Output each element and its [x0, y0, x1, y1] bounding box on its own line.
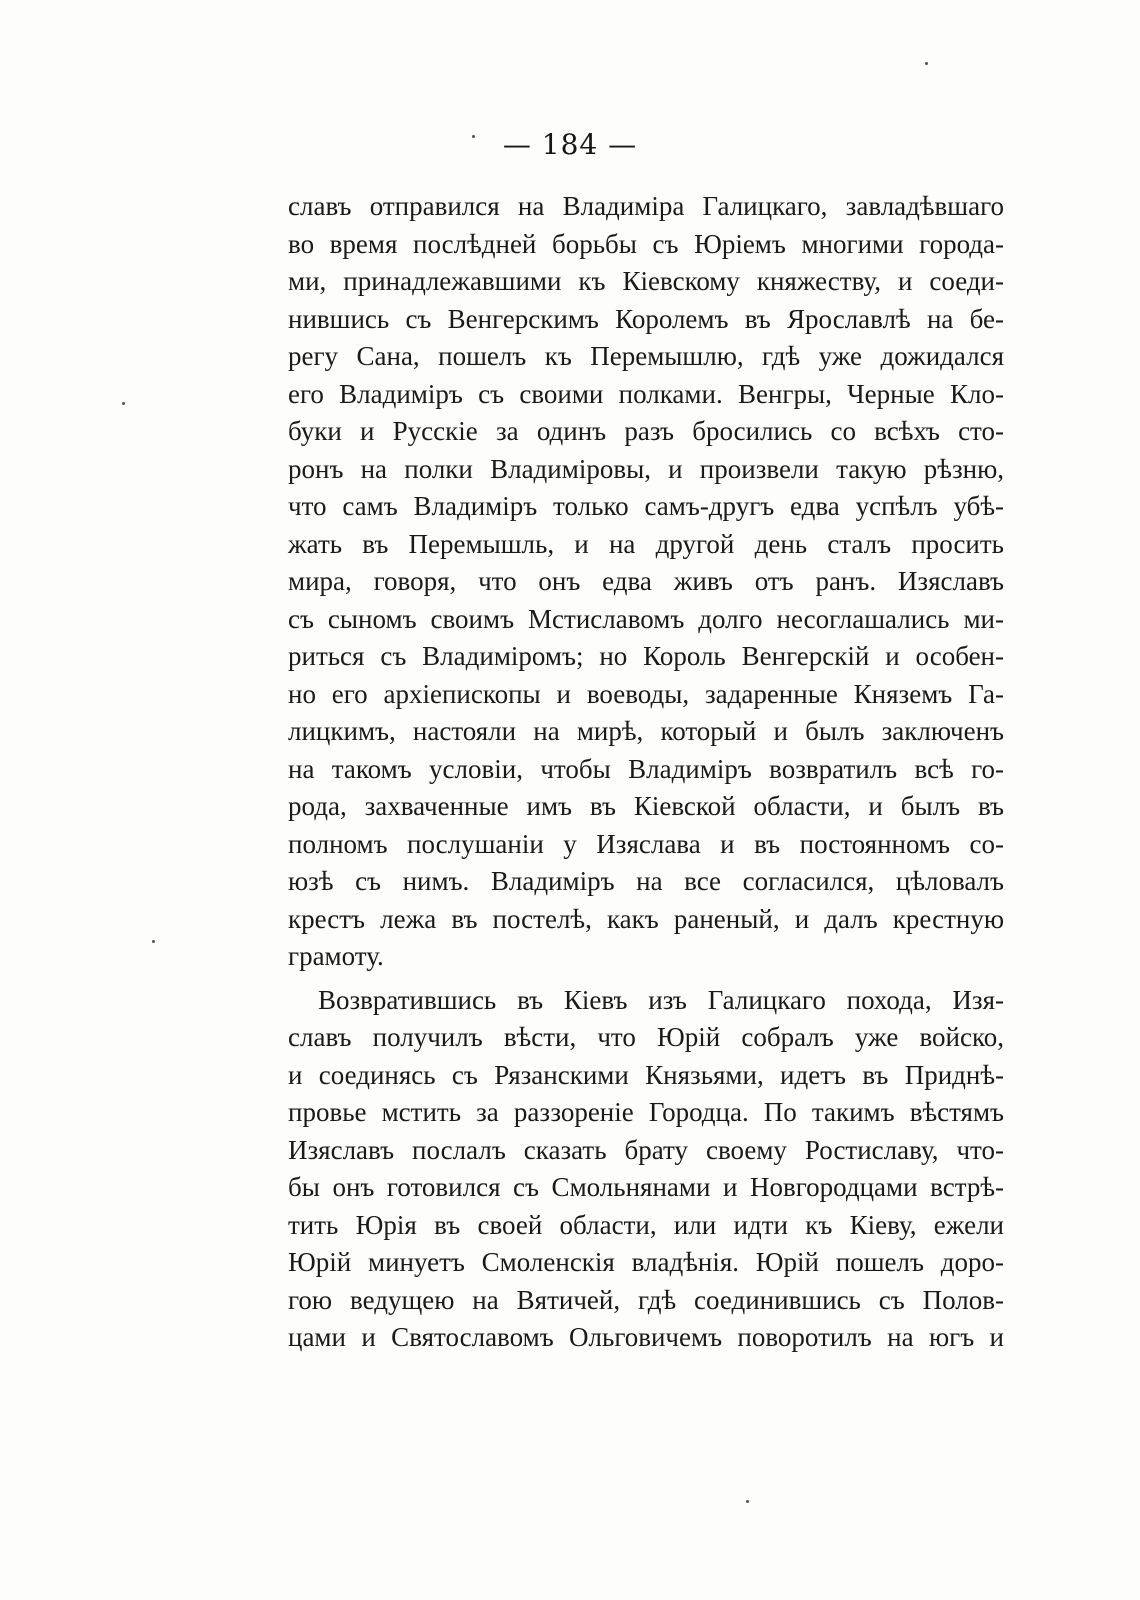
text-line: на такомъ условіи, чтобы Владиміръ возвратилъ всѣ го- — [288, 753, 1004, 784]
text-line: славъ отправился на Владиміра Галицкаго, завладѣвшаго — [288, 191, 1004, 221]
paper-speck — [122, 402, 125, 405]
text-line: цами и Святославомъ Ольговичемъ поворотилъ на югъ и — [288, 1322, 1004, 1352]
text-line: ронъ на полки Владиміровы, и произвели такую рѣзню, — [288, 453, 1004, 484]
text-line: что самъ Владиміръ только самъ-другъ едва успѣлъ убѣ- — [288, 491, 1004, 521]
text-line: регу Сана, пошелъ къ Перемышлю, гдѣ уже дожидался — [288, 341, 1004, 371]
paper-speck — [152, 940, 155, 943]
text-line: рода, захваченные имъ въ Кіевской области, и былъ въ — [288, 791, 1004, 821]
text-line: ми, принадлежавшими къ Кіевскому княжеству, и соеди- — [288, 266, 1004, 296]
text-line: бы онъ готовился съ Смольнянами и Новгородцами встрѣ- — [288, 1172, 1004, 1202]
text-line: и соединясь съ Рязанскими Князьями, идетъ въ Приднѣ- — [288, 1059, 1004, 1090]
text-line: риться съ Владиміромъ; но Король Венгерскій и особен- — [288, 641, 1004, 671]
text-line: Юрій минуетъ Смоленскія владѣнія. Юрій пошелъ доро- — [288, 1247, 1004, 1277]
paragraph — [288, 188, 1004, 976]
text-line: нившись съ Венгерскимъ Королемъ въ Ярославлѣ на бе- — [288, 303, 1004, 334]
text-line: полномъ послушаніи у Изяслава и въ постоянномъ со- — [288, 828, 1004, 859]
text-line: тить Юрія въ своей области, или идти къ Кіеву, ежели — [288, 1209, 1004, 1240]
text-line: грамоту. — [288, 941, 384, 971]
text-line: юзѣ съ нимъ. Владиміръ на все согласился, цѣловалъ — [288, 866, 1004, 896]
page-number: — 184 — — [502, 128, 638, 161]
text-line: лицкимъ, настояли на мирѣ, который и былъ заключенъ — [288, 716, 1004, 746]
body-text — [288, 188, 1004, 1357]
text-line: провье мстить за раззореніе Городца. По такимъ вѣстямъ — [288, 1097, 1004, 1127]
text-line: его Владиміръ съ своими полками. Венгры, Черные Кло- — [288, 378, 1004, 409]
text-line: жать въ Перемышль, и на другой день сталъ просить — [288, 528, 1004, 559]
text-line: крестъ лежа въ постелѣ, какъ раненый, и далъ крестную — [288, 903, 1004, 934]
text-line: во время послѣдней борьбы съ Юріемъ многими города- — [288, 228, 1004, 259]
paper-speck — [925, 62, 928, 65]
text-line: но его архіепископы и воеводы, задаренные Княземъ Га- — [288, 678, 1004, 709]
text-line: буки и Русскіе за одинъ разъ бросились со всѣхъ сто- — [288, 416, 1004, 446]
text-line: Возвратившись въ Кіевъ изъ Галицкаго похода, Изя- — [318, 984, 1004, 1015]
text-line: съ сыномъ своимъ Мстиславомъ долго несоглашались ми- — [288, 603, 1004, 634]
text-line: мира, говоря, что онъ едва живъ отъ ранъ. Изяславъ — [288, 566, 1004, 596]
paragraph — [288, 982, 1004, 1357]
paper-speck — [472, 135, 475, 138]
paper-speck — [746, 1500, 749, 1503]
text-line: славъ получилъ вѣсти, что Юрій собралъ уже войско, — [288, 1022, 1004, 1052]
text-line: гою ведущею на Вятичей, гдѣ соединившись съ Полов- — [288, 1284, 1004, 1315]
text-line: Изяславъ послалъ сказать брату своему Ростиславу, что- — [288, 1134, 1004, 1165]
